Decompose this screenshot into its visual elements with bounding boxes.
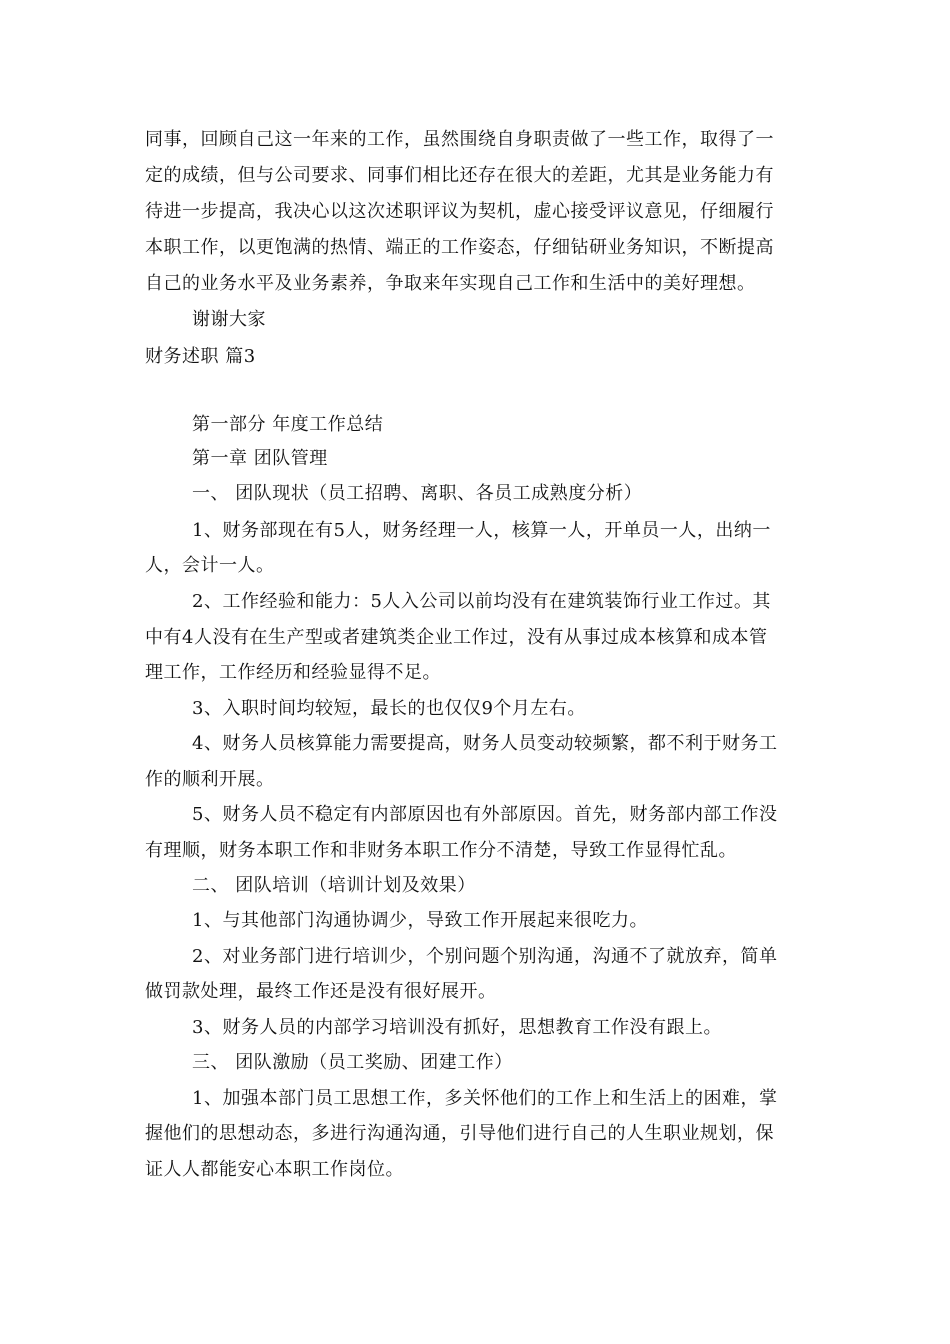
- section-title-2: 二、 团队培训（培训计划及效果）: [192, 875, 476, 896]
- paragraph-line: 2、对业务部门进行培训少，个别问题个别沟通，沟通不了就放弃，简单: [192, 946, 778, 967]
- intro-line: 定的成绩，但与公司要求、同事们相比还存在很大的差距，尤其是业务能力有: [145, 165, 774, 186]
- section-title-3: 三、 团队激励（员工奖励、团建工作）: [192, 1052, 513, 1073]
- paragraph-line: 1、加强本部门员工思想工作，多关怀他们的工作上和生活上的困难，掌: [192, 1088, 778, 1109]
- chapter-title: 第一章 团队管理: [192, 448, 328, 469]
- section-title-1: 一、 团队现状（员工招聘、离职、各员工成熟度分析）: [192, 483, 643, 504]
- paragraph-line: 3、入职时间均较短，最长的也仅仅9个月左右。: [192, 698, 586, 719]
- paragraph-line: 3、财务人员的内部学习培训没有抓好，思想教育工作没有跟上。: [192, 1017, 722, 1038]
- thanks-line: 谢谢大家: [192, 309, 266, 330]
- intro-line: 待进一步提高，我决心以这次述职评议为契机，虚心接受评议意见，仔细履行: [145, 201, 774, 222]
- paragraph-line: 理工作，工作经历和经验显得不足。: [145, 662, 441, 683]
- article-title: 财务述职 篇3: [145, 346, 256, 367]
- intro-line: 自己的业务水平及业务素养，争取来年实现自己工作和生活中的美好理想。: [145, 273, 756, 294]
- paragraph-line: 4、财务人员核算能力需要提高，财务人员变动较频繁，都不利于财务工: [192, 733, 778, 754]
- paragraph-line: 有理顺，财务本职工作和非财务本职工作分不清楚，导致工作显得忙乱。: [145, 840, 737, 861]
- paragraph-line: 1、财务部现在有5人，财务经理一人，核算一人，开单员一人，出纳一: [192, 520, 771, 541]
- intro-line: 本职工作，以更饱满的热情、端正的工作姿态，仔细钻研业务知识，不断提高: [145, 237, 774, 258]
- paragraph-line: 做罚款处理，最终工作还是没有很好展开。: [145, 981, 497, 1002]
- paragraph-line: 2、工作经验和能力：5人入公司以前均没有在建筑装饰行业工作过。其: [192, 591, 771, 612]
- paragraph-line: 作的顺利开展。: [145, 769, 275, 790]
- paragraph-line: 中有4人没有在生产型或者建筑类企业工作过，没有从事过成本核算和成本管: [145, 627, 768, 648]
- paragraph-line: 人，会计一人。: [145, 555, 275, 576]
- intro-line: 同事，回顾自己这一年来的工作，虽然围绕自身职责做了一些工作，取得了一: [145, 129, 774, 150]
- paragraph-line: 5、财务人员不稳定有内部原因也有外部原因。首先，财务部内部工作没: [192, 804, 778, 825]
- paragraph-line: 证人人都能安心本职工作岗位。: [145, 1159, 404, 1180]
- paragraph-line: 1、与其他部门沟通协调少，导致工作开展起来很吃力。: [192, 910, 648, 931]
- part-title: 第一部分 年度工作总结: [192, 414, 384, 435]
- paragraph-line: 握他们的思想动态，多进行沟通沟通，引导他们进行自己的人生职业规划，保: [145, 1123, 774, 1144]
